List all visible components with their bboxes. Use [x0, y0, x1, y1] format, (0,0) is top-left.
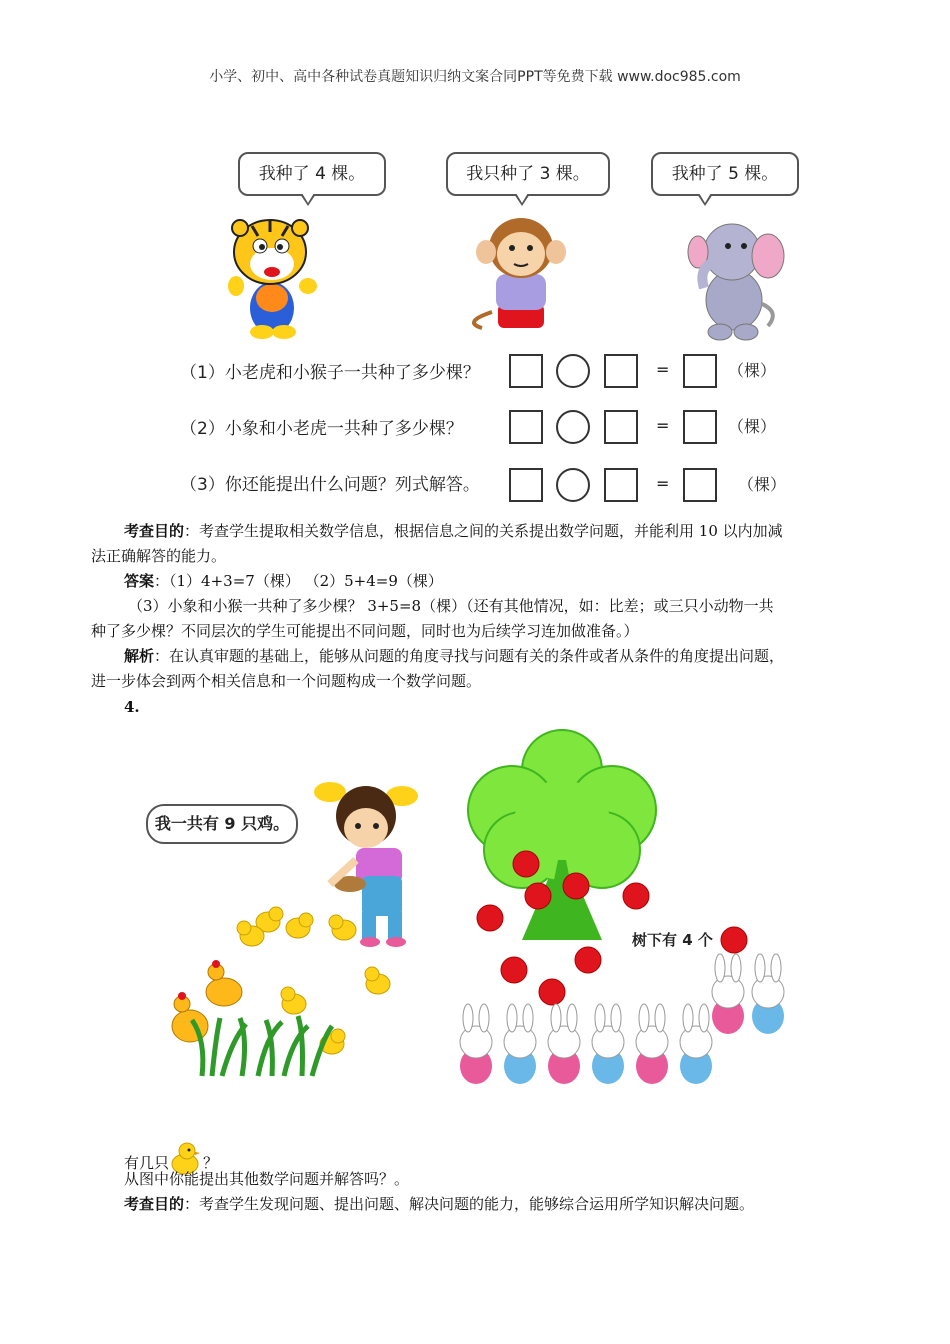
q1-equals: =	[656, 360, 670, 379]
question-2: （2）小象和小老虎一共种了多少棵？	[180, 419, 463, 439]
q2-operator-circle[interactable]	[556, 410, 590, 444]
rabbit	[460, 1004, 492, 1084]
tiger-speech-bubble	[238, 152, 386, 196]
explain-text: ：在认真审题的基础上，能够从问题的角度寻找与问题有关的条件或者从条件的角度提出问题，	[154, 647, 785, 665]
elephant-speech-text: 我种了 5 棵。	[671, 164, 779, 184]
rabbit	[712, 954, 744, 1034]
q1-operator-circle[interactable]	[556, 354, 590, 388]
q3-answer-box-2[interactable]	[604, 468, 638, 502]
q1-unit: （棵）	[728, 361, 777, 380]
rabbits-illustration	[450, 958, 790, 1098]
q2-unit: （棵）	[728, 417, 777, 436]
apple-on-tree	[513, 851, 539, 877]
answer-line-3: 种了多少棵？不同层次的学生可能提出不同问题，同时也为后续学习连加做准备。）	[91, 622, 639, 640]
q2-answer-box-1[interactable]	[509, 410, 543, 444]
girl-speech-bubble	[146, 804, 298, 844]
q1-result-box[interactable]	[683, 354, 717, 388]
tree-apple-label: 树下有 4 个	[632, 931, 713, 949]
q4-question-2: 从图中你能提出其他数学问题并解答吗？。	[124, 1170, 410, 1188]
explain-line-1	[124, 644, 784, 669]
apple-on-tree	[525, 883, 551, 909]
rabbit	[680, 1004, 712, 1084]
rabbit	[752, 954, 784, 1034]
q2-equals: =	[656, 416, 670, 435]
rabbit	[636, 1004, 668, 1084]
q2-result-box[interactable]	[683, 410, 717, 444]
monkey-speech-bubble	[446, 152, 610, 196]
grass	[192, 1016, 332, 1076]
q3-operator-circle[interactable]	[556, 468, 590, 502]
question-3: （3）你还能提出什么问题？列式解答。	[180, 475, 480, 495]
monkey-speech-text: 我只种了 3 棵。	[466, 164, 590, 184]
question-1: （1）小老虎和小猴子一共种了多少棵？	[180, 363, 480, 383]
q1-answer-box-2[interactable]	[604, 354, 638, 388]
purpose-line-1	[124, 519, 783, 544]
monkey-illustration	[462, 212, 574, 334]
q1-answer-box-1[interactable]	[509, 354, 543, 388]
q4-question-1-pre: 有几只	[124, 1154, 170, 1172]
q3-answer-box-1[interactable]	[509, 468, 543, 502]
chickens-illustration	[162, 900, 392, 1080]
elephant-speech-bubble	[651, 152, 799, 196]
q4-purpose-text: ：考查学生发现问题、提出问题、解决问题的能力，能够综合运用所学知识解决问题。	[184, 1195, 755, 1213]
explain-label: 解析	[124, 647, 155, 665]
elephant-illustration	[684, 212, 790, 342]
chick	[237, 907, 390, 1054]
q4-purpose-label: 考查目的	[124, 1195, 185, 1213]
q4-question-1-post: ？	[203, 1154, 219, 1172]
q2-answer-box-2[interactable]	[604, 410, 638, 444]
question-4-number: 4.	[124, 698, 140, 716]
apple-label-icon	[721, 927, 747, 953]
hen	[172, 964, 242, 1042]
apple-on-tree	[563, 873, 589, 899]
tiger-speech-text: 我种了 4 棵。	[258, 164, 366, 184]
q3-result-box[interactable]	[683, 468, 717, 502]
tiger-illustration	[222, 208, 322, 338]
q4-purpose-line	[124, 1192, 754, 1217]
purpose-line-2: 法正确解答的能力。	[91, 547, 227, 565]
q3-equals: =	[656, 474, 670, 493]
page-header: 小学、初中、高中各种试卷真题知识归纳文案合同PPT等免费下载 www.doc985.com	[209, 69, 741, 85]
answer-label: 答案	[124, 572, 155, 590]
rabbit	[504, 1004, 536, 1084]
girl-speech-text: 我一共有 9 只鸡。	[154, 814, 290, 833]
answer-text: ：（1）4+3=7（棵） （2）5+4=9（棵）	[154, 572, 443, 590]
purpose-label: 考查目的	[124, 522, 185, 540]
apple-on-tree	[477, 905, 503, 931]
rabbit	[592, 1004, 624, 1084]
rabbit	[548, 1004, 580, 1084]
answer-line-2: （3）小象和小猴一共种了多少棵？ 3+5=8（棵）（还有其他情况，如：比差；或三只小动物一共	[128, 597, 774, 615]
explain-line-2: 进一步体会到两个相关信息和一个问题构成一个数学问题。	[91, 672, 482, 690]
q3-unit: （棵）	[738, 475, 787, 494]
apple-on-tree	[623, 883, 649, 909]
purpose-text: ：考查学生提取相关数学信息，根据信息之间的关系提出数学问题，并能利用 10 以内加减	[184, 522, 783, 540]
answer-line-1	[124, 569, 443, 594]
